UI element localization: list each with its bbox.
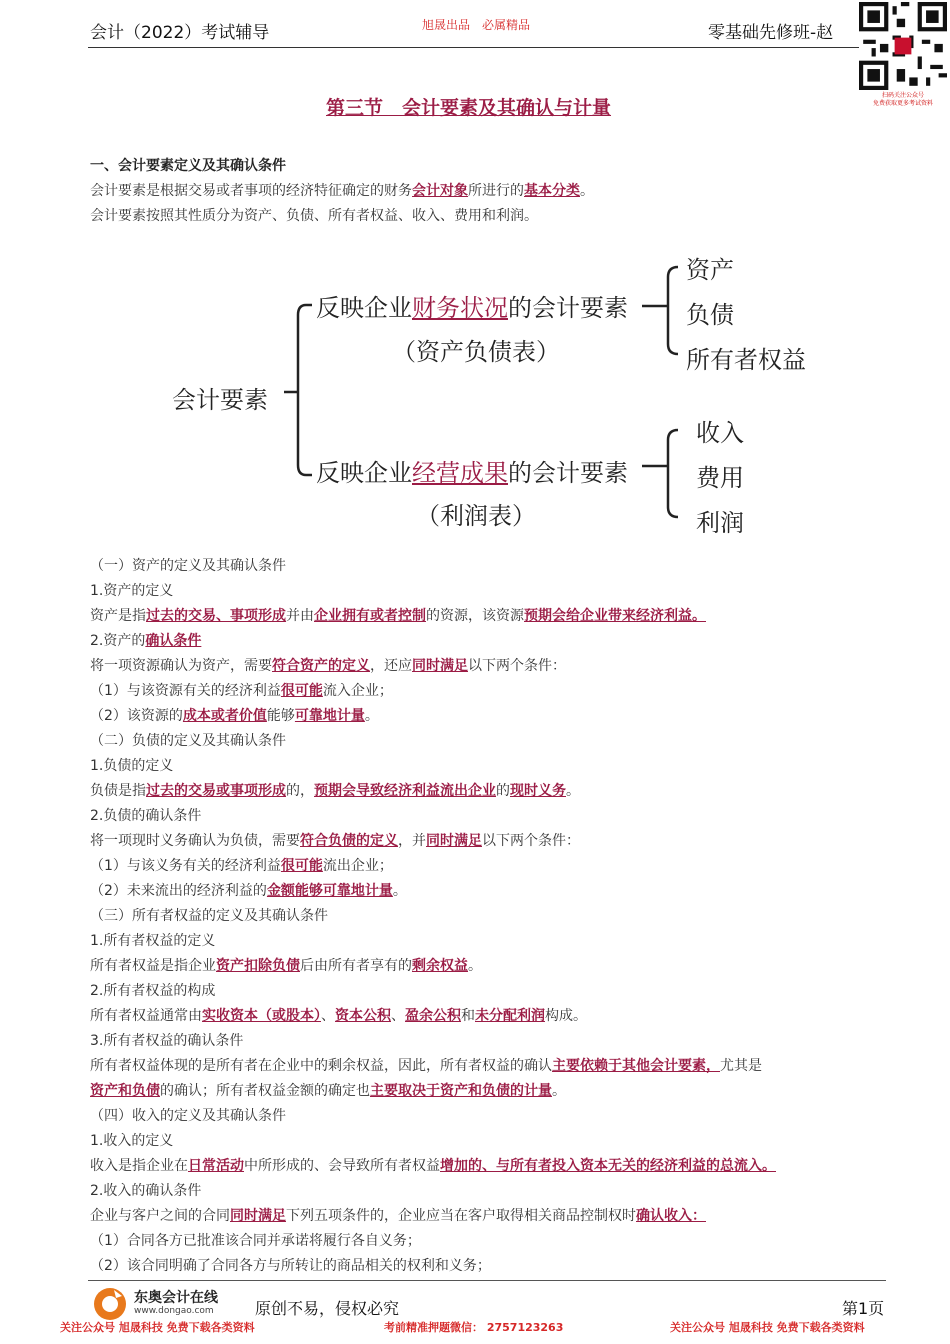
diagram-item-equity: 所有者权益	[686, 346, 806, 374]
logo-mark-icon	[92, 1286, 128, 1322]
diagram-branch-financial-position: 反映企业财务状况的会计要素	[316, 294, 628, 322]
diagram-branch-operating-results: 反映企业经营成果的会计要素	[316, 459, 628, 487]
paragraph: 会计要素按照其性质分为资产、负债、所有者权益、收入、费用和利润。	[90, 208, 538, 224]
qr-caption: 扫码关注公众号 免费获取更多考试资料	[872, 92, 933, 107]
subsection-heading: （二）负债的定义及其确认条件	[90, 733, 286, 749]
item-heading: 2.所有者权益的构成	[90, 983, 216, 999]
subsection-heading: （四）收入的定义及其确认条件	[90, 1108, 286, 1124]
item-heading: 1.资产的定义	[90, 583, 174, 599]
diagram-item-liabilities: 负债	[686, 301, 734, 329]
item-heading: 1.所有者权益的定义	[90, 933, 216, 949]
paragraph: 将一项资源确认为资产，需要符合资产的定义，还应同时满足以下两个条件：	[90, 658, 566, 674]
subsection-heading: （三）所有者权益的定义及其确认条件	[90, 908, 328, 924]
diagram-item-expenses: 费用	[696, 464, 744, 492]
diagram-item-profit: 利润	[696, 509, 744, 537]
paragraph: 企业与客户之间的合同同时满足下列五项条件的，企业应当在客户取得相关商品控制权时确认收入：	[90, 1208, 706, 1224]
section-heading: 一、会计要素定义及其确认条件	[90, 158, 286, 174]
item-heading: 2.负债的确认条件	[90, 808, 202, 824]
dongao-logo	[92, 1286, 242, 1322]
footer-promo-left: 关注公众号 旭晟科技 免费下载各类资料	[60, 1321, 255, 1334]
item-heading: 1.收入的定义	[90, 1133, 174, 1149]
paragraph: （2）未来流出的经济利益的金额能够可靠地计量。	[90, 883, 407, 899]
footer-divider	[88, 1280, 886, 1281]
header-slogan: 旭晟出品 必属精品	[422, 18, 531, 32]
paragraph: （1）与该资源有关的经济利益很可能流入企业；	[90, 683, 393, 699]
paragraph: （1）与该义务有关的经济利益很可能流出企业；	[90, 858, 393, 874]
paragraph: 所有者权益通常由实收资本（或股本）、资本公积、盈余公积和未分配利润构成。	[90, 1008, 587, 1024]
paragraph: （2）该合同明确了合同各方与所转让的商品相关的权利和义务；	[90, 1258, 491, 1274]
diagram-branch-1-note: （资产负债表）	[392, 338, 560, 366]
paragraph: 负债是指过去的交易或事项形成的，预期会导致经济利益流出企业的现时义务。	[90, 783, 580, 799]
paragraph: 资产是指过去的交易、事项形成并由企业拥有或者控制的资源，该资源预期会给企业带来经济利益。	[90, 608, 706, 624]
page-title: 第三节 会计要素及其确认与计量	[326, 97, 612, 119]
paragraph: 将一项现时义务确认为负债，需要符合负债的定义，并同时满足以下两个条件：	[90, 833, 580, 849]
footer-promo-center: 考前精准押题微信： 2757123263	[384, 1321, 564, 1334]
header-divider	[88, 47, 886, 48]
paragraph: 收入是指企业在日常活动中所形成的、会导致所有者权益增加的、与所有者投入资本无关的经济利益的总流入。	[90, 1158, 776, 1174]
page-number: 第1页	[842, 1299, 885, 1318]
item-heading: 3.所有者权益的确认条件	[90, 1033, 244, 1049]
paragraph: 所有者权益体现的是所有者在企业中的剩余权益，因此，所有者权益的确认主要依赖于其他会计要素，尤其是	[90, 1058, 762, 1074]
diagram-item-assets: 资产	[686, 256, 734, 284]
footer-copyright: 原创不易，侵权必究	[255, 1299, 400, 1318]
diagram-root: 会计要素	[172, 386, 268, 414]
item-heading: 2.资产的确认条件	[90, 633, 202, 649]
qr-code-icon	[858, 2, 948, 90]
accounting-elements-diagram	[160, 240, 840, 540]
header-course-title: 会计（2022）考试辅导	[90, 23, 270, 43]
paragraph: （2）该资源的成本或者价值能够可靠地计量。	[90, 708, 379, 724]
item-heading: 1.负债的定义	[90, 758, 174, 774]
paragraph: 会计要素是根据交易或者事项的经济特征确定的财务会计对象所进行的基本分类。	[90, 183, 594, 199]
diagram-item-revenue: 收入	[696, 419, 744, 447]
logo-url: www.dongao.com	[134, 1306, 214, 1316]
subsection-heading: （一）资产的定义及其确认条件	[90, 558, 286, 574]
header-class-name: 零基础先修班-赵	[708, 23, 834, 43]
logo-text: 东奥会计在线	[134, 1290, 218, 1306]
paragraph: 所有者权益是指企业资产扣除负债后由所有者享有的剩余权益。	[90, 958, 482, 974]
paragraph: （1）合同各方已批准该合同并承诺将履行各自义务；	[90, 1233, 421, 1249]
item-heading: 2.收入的确认条件	[90, 1183, 202, 1199]
paragraph: 资产和负债的确认；所有者权益金额的确定也主要取决于资产和负债的计量。	[90, 1083, 566, 1099]
footer-promo-right: 关注公众号 旭晟科技 免费下载各类资料	[670, 1321, 865, 1334]
diagram-branch-2-note: （利润表）	[416, 502, 536, 530]
